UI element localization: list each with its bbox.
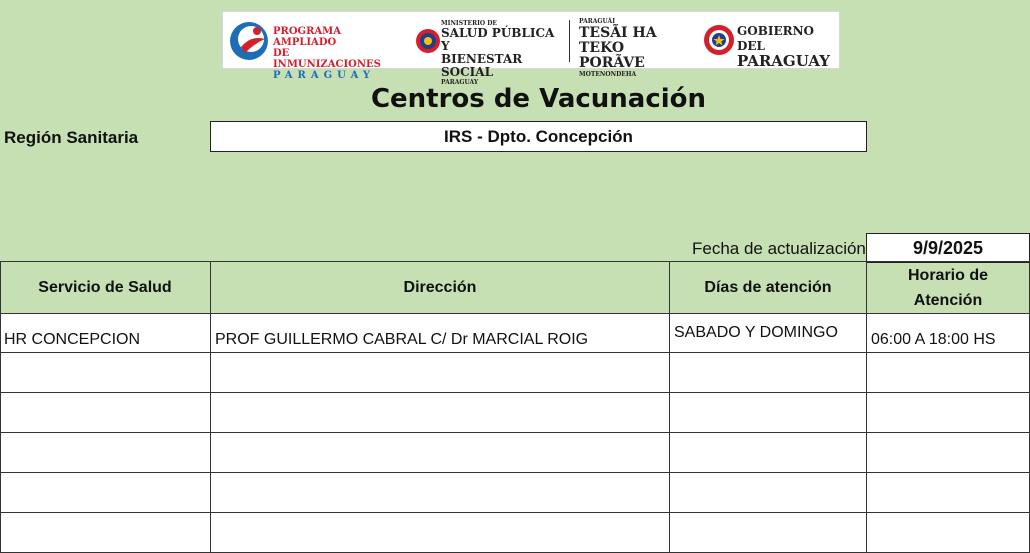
- table-cell[interactable]: [0, 513, 211, 553]
- pai-line-2: DE INMUNIZACIONES: [273, 48, 381, 70]
- pai-line-3: PARAGUAY: [273, 70, 375, 81]
- update-date-value[interactable]: 9/9/2025: [866, 233, 1030, 263]
- table-cell[interactable]: [0, 433, 211, 473]
- ms-line-3: BIENESTAR SOCIAL: [441, 52, 523, 79]
- table-cell[interactable]: [670, 433, 867, 473]
- column-header-dias: Días de atención: [670, 262, 867, 314]
- table-cell[interactable]: [867, 513, 1030, 553]
- table-cell[interactable]: [867, 433, 1030, 473]
- table-cell[interactable]: [211, 353, 670, 393]
- table-cell[interactable]: [670, 393, 867, 433]
- table-cell[interactable]: SABADO Y DOMINGO: [670, 314, 867, 353]
- table-cell[interactable]: 06:00 A 18:00 HS: [867, 314, 1030, 353]
- ms-line-2: SALUD PÚBLICA Y: [441, 26, 555, 53]
- ms-line-4: PARAGUAY: [441, 79, 479, 86]
- ms-line-1: MINISTERIO DE: [441, 20, 497, 27]
- table-cell[interactable]: HR CONCEPCION: [0, 314, 211, 353]
- column-header-horario: Horario de Atención: [867, 262, 1030, 314]
- table-cell[interactable]: [0, 393, 211, 433]
- table-cell[interactable]: [211, 473, 670, 513]
- table-cell[interactable]: [867, 473, 1030, 513]
- table-cell[interactable]: [670, 353, 867, 393]
- table-cell[interactable]: [670, 513, 867, 553]
- tesai-line-2: TESÃI HA TEKO: [579, 25, 657, 56]
- table-cell[interactable]: PROF GUILLERMO CABRAL C/ Dr MARCIAL ROIG: [211, 314, 670, 353]
- tesai-line-4: MOTENONDEHA: [579, 71, 637, 78]
- table-cell[interactable]: [867, 353, 1030, 393]
- region-label: Región Sanitaria: [4, 128, 139, 147]
- table-cell[interactable]: [211, 433, 670, 473]
- table-cell[interactable]: [670, 473, 867, 513]
- table-cell[interactable]: [211, 393, 670, 433]
- column-header-servicio: Servicio de Salud: [0, 262, 211, 314]
- region-value[interactable]: IRS - Dpto. Concepción: [210, 121, 867, 152]
- table-cell[interactable]: [0, 473, 211, 513]
- page-title: Centros de Vacunación: [370, 84, 707, 114]
- gob-line-2: PARAGUAY: [737, 52, 830, 70]
- update-date-label: Fecha de actualización: [692, 239, 866, 258]
- gob-line-1: GOBIERNO DEL: [737, 24, 814, 53]
- table-cell[interactable]: [211, 513, 670, 553]
- pai-line-1: PROGRAMA AMPLIADO: [273, 26, 341, 48]
- table-cell[interactable]: [867, 393, 1030, 433]
- tesai-line-1: PARAGUÁI: [579, 18, 616, 25]
- tesai-line-3: PORÃVE: [579, 55, 645, 71]
- column-header-direccion: Dirección: [211, 262, 670, 314]
- table-cell[interactable]: [0, 353, 211, 393]
